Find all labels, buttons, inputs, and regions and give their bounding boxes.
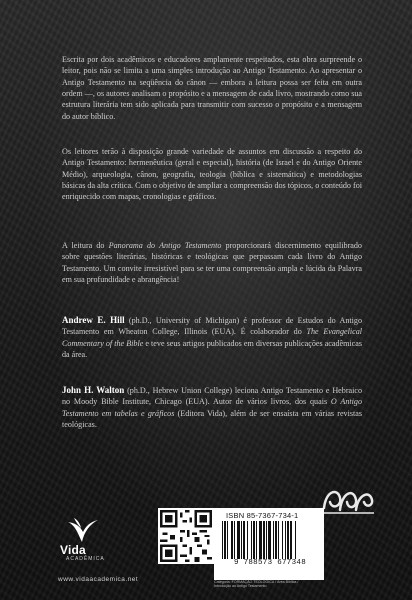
- barcode-bar: [287, 521, 289, 559]
- publisher-website: www.vidaacademica.net: [58, 576, 139, 583]
- category-label: Categoria: FORMAÇÃO TEOLÓGICA / Área Bíblica / Introdução ao Antigo Testamento: [214, 580, 299, 589]
- barcode-bar: [295, 521, 296, 559]
- isbn-barcode-panel: [214, 508, 324, 580]
- barcode-icon: [222, 521, 318, 559]
- barcode-bar: [278, 521, 279, 559]
- scroll-brand-logo-icon: [320, 480, 376, 518]
- barcode-bar: [259, 521, 262, 559]
- barcode-bar: [243, 521, 245, 559]
- author-bio-walton: [62, 385, 362, 430]
- barcode-bar: [275, 521, 277, 559]
- barcode-bar: [222, 521, 223, 559]
- qr-code: [158, 508, 214, 564]
- barcode-bar: [234, 521, 235, 559]
- paragraph-text: e teve seus artigos publicados em diversas publicações acadêmicas da área.: [62, 338, 362, 359]
- barcode-bar: [241, 521, 242, 559]
- invitation-paragraph: [62, 240, 362, 285]
- paragraph-text: A leitura do: [62, 241, 109, 251]
- barcode-bar: [237, 521, 240, 559]
- barcode-bar: [290, 521, 292, 559]
- paragraph-text: (Editora Vida), além de ser ensaísta em várias revistas teológicas.: [62, 408, 362, 429]
- author-name: John H. Walton: [62, 385, 125, 396]
- barcode-bar: [231, 521, 233, 559]
- barcode-bar: [266, 521, 267, 559]
- paragraph-text: (ph.D., University of Michigan) é professor de Estudos do Antigo Testamento em Wheaton College, Illinois (EUA). É colaborador do: [62, 316, 363, 337]
- barcode-bar: [227, 521, 228, 559]
- barcode-bar: [273, 521, 274, 559]
- author-name: Andrew E. Hill: [62, 315, 125, 326]
- isbn-label: ISBN 85-7367-734-1: [226, 511, 299, 520]
- topics-paragraph: Os leitores terão à disposição grande variedade de assuntos em discussão a respeito do Antigo Testamento: hermenêutica (geral e especial), história (de Israel e do Antigo Oriente Médio), arqueologia, cânon, geografia, teologia (bíblica e sistemática) e metodologias básicas da alta crítica. Com o objetivo de ampliar a compreensão dos tópicos, o conteúdo foi enriquecido com mapas, cronologias e gráficos.: [62, 147, 362, 202]
- barcode-bar: [282, 521, 283, 559]
- paragraph-text: proporcionará discernimento equilibrado sobre questões literárias, históricas e teológicas que perpassam cada livro do Antigo Testamento. Um convite irresistível para se ter uma compreensão ampla e lúcida da Palavra em sua profundidade e abrangência!: [62, 241, 362, 284]
- barcode-bar: [285, 521, 286, 559]
- barcode-bar: [224, 521, 226, 559]
- barcode-bar: [256, 521, 257, 559]
- publisher-subtitle: ACADÊMICA: [66, 556, 105, 562]
- barcode-digits: 9 788573 677348: [233, 559, 306, 567]
- barcode-bar: [268, 521, 271, 559]
- publisher-name: Vida: [60, 543, 86, 557]
- author-bio-hill: [62, 315, 362, 360]
- synopsis-paragraph: Escrita por dois acadêmicos e educadores amplamente respeitados, esta obra surpreende o leitor, pois não se limita a uma simples introdução ao Antigo Testamento. Ao apresentar o Antigo Testamento na seqüência do cânon — embora a leitura possa ser feita em outra ordem —, os autores analisam o propósito e a mensagem de cada livro, mostrando como sua estrutura literária tem sido aplicada para transmitir com sucesso o propósito e a mensagem do autor bíblico.: [62, 55, 362, 121]
- barcode-bar: [251, 521, 252, 559]
- book-title-italic: The Evangelical Commentary of the Bible: [62, 327, 362, 348]
- publisher-logo: [60, 516, 106, 572]
- qr-code-icon: [160, 510, 212, 562]
- vida-flame-icon: [64, 516, 100, 544]
- paragraph-text: (ph.D., Hebrew Union College) leciona Antigo Testamento e Hebraico no Moody Bible Institute, Chicago (EUA). Autor de vários livros, dos quais: [62, 386, 362, 407]
- barcode-bar: [247, 521, 248, 559]
- barcode-bar: [263, 521, 265, 559]
- barcode-bar: [253, 521, 255, 559]
- book-title-italic: O Antigo Testamento em tabelas e gráficos: [62, 397, 362, 418]
- book-title-italic: Panorama do Antigo Testamento: [108, 241, 222, 251]
